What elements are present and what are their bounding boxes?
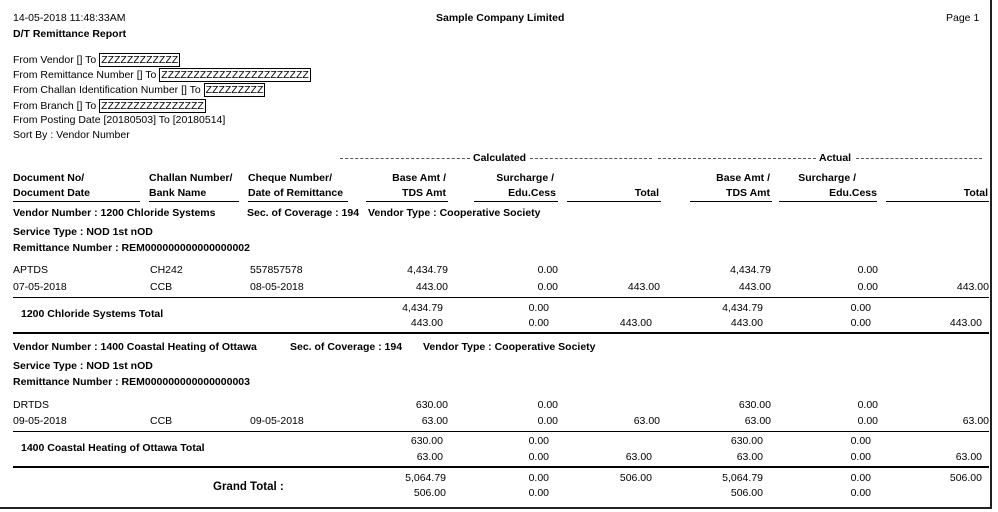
remittance-number: Remittance Number : REM000000000000000003 <box>13 376 250 388</box>
g-a-tds: 506.00 <box>730 487 763 499</box>
report-timestamp: 14-05-2018 11:48:33AM <box>13 12 126 24</box>
bank-name: CCB <box>150 415 173 427</box>
hdr-underline <box>886 201 989 202</box>
g-c-tds: 506.00 <box>413 487 446 499</box>
s-a-surcharge: 0.00 <box>850 435 871 447</box>
a-total: 443.00 <box>956 281 989 293</box>
service-type: Service Type : NOD 1st nOD <box>13 360 153 372</box>
actual-group-label: Actual <box>819 152 852 164</box>
col-a-base: Base Amt / <box>716 172 770 184</box>
subtotal-bottom-rule <box>13 332 989 334</box>
subtotal-top-rule <box>13 431 989 432</box>
filter-posting-date: From Posting Date [20180503] To [20180514] <box>13 114 226 126</box>
vendor-coverage: Sec. of Coverage : 194 <box>290 341 403 353</box>
hdr-underline <box>779 201 877 202</box>
remittance-number: Remittance Number : REM000000000000000002 <box>13 242 250 254</box>
a-base-amt: 630.00 <box>738 399 771 411</box>
company-name: Sample Company Limited <box>436 12 565 24</box>
s-c-educess: 0.00 <box>528 451 549 463</box>
a-base-amt: 4,434.79 <box>730 264 771 276</box>
c-surcharge: 0.00 <box>537 399 558 411</box>
c-base-amt: 630.00 <box>415 399 448 411</box>
doc-date: 07-05-2018 <box>13 281 67 293</box>
col-c-total: Total <box>634 187 659 199</box>
s-a-tds: 63.00 <box>736 451 763 463</box>
col-a-surcharge: Surcharge / <box>798 172 856 184</box>
g-c-surcharge: 0.00 <box>528 472 549 484</box>
subtotal-top-rule <box>13 297 989 298</box>
s-c-tds: 443.00 <box>410 317 443 329</box>
hdr-underline <box>248 201 348 202</box>
c-surcharge: 0.00 <box>537 264 558 276</box>
vendor-coverage: Sec. of Coverage : 194 <box>247 207 360 219</box>
c-total: 443.00 <box>627 281 660 293</box>
col-a-educess: Edu.Cess <box>829 187 877 199</box>
filter-challan <box>13 84 265 96</box>
c-total: 63.00 <box>633 415 660 427</box>
s-c-tds: 63.00 <box>416 451 443 463</box>
g-c-educess: 0.00 <box>528 487 549 499</box>
s-a-educess: 0.00 <box>850 451 871 463</box>
col-doc-date: Document Date <box>13 187 91 199</box>
hdr-underline <box>690 201 772 202</box>
col-challan-no: Challan Number/ <box>149 172 233 184</box>
c-base-amt: 4,434.79 <box>407 264 448 276</box>
subtotal-label: 1200 Chloride Systems Total <box>21 308 164 320</box>
subtotal-label: 1400 Coastal Heating of Ottawa Total <box>21 442 205 454</box>
filter-vendor-value: ZZZZZZZZZZZZ <box>101 54 179 66</box>
hdr-underline <box>149 201 239 202</box>
filter-challan-label: From Challan Identification Number [] To <box>13 84 204 96</box>
filter-branch <box>13 100 206 112</box>
c-educess: 0.00 <box>537 281 558 293</box>
col-c-tds: TDS Amt <box>402 187 446 199</box>
calculated-rule-right <box>530 158 652 159</box>
col-c-base: Base Amt / <box>392 172 446 184</box>
s-c-educess: 0.00 <box>528 317 549 329</box>
g-a-surcharge: 0.00 <box>850 472 871 484</box>
a-educess: 0.00 <box>857 415 878 427</box>
vendor-number: Vendor Number : 1200 Chloride Systems <box>13 207 216 219</box>
cheque-number: 557857578 <box>250 264 303 276</box>
g-a-total: 506.00 <box>949 472 982 484</box>
doc-date: 09-05-2018 <box>13 415 67 427</box>
subtotal-bottom-rule <box>13 466 989 468</box>
filter-branch-value: ZZZZZZZZZZZZZZZZ <box>101 100 204 112</box>
col-cheque-no: Cheque Number/ <box>248 172 333 184</box>
calculated-group-label: Calculated <box>473 152 527 164</box>
s-c-surcharge: 0.00 <box>528 435 549 447</box>
a-surcharge: 0.00 <box>857 264 878 276</box>
a-tds-amt: 63.00 <box>744 415 771 427</box>
hdr-underline <box>13 201 140 202</box>
vendor-type: Vendor Type : Cooperative Society <box>423 341 596 353</box>
challan-number: CH242 <box>150 264 183 276</box>
c-tds-amt: 63.00 <box>421 415 448 427</box>
col-remit-date: Date of Remittance <box>248 187 344 199</box>
report-title: D/T Remittance Report <box>13 28 127 40</box>
s-c-total: 63.00 <box>625 451 652 463</box>
col-a-total: Total <box>963 187 988 199</box>
service-type: Service Type : NOD 1st nOD <box>13 226 153 238</box>
bank-name: CCB <box>150 281 173 293</box>
a-surcharge: 0.00 <box>857 399 878 411</box>
g-a-base: 5,064.79 <box>722 472 763 484</box>
filter-challan-value: ZZZZZZZZZ <box>205 84 264 96</box>
c-tds-amt: 443.00 <box>415 281 448 293</box>
col-c-surcharge: Surcharge / <box>496 172 554 184</box>
actual-rule-right <box>856 158 982 159</box>
filter-branch-label: From Branch [] To <box>13 100 100 112</box>
doc-number: DRTDS <box>13 399 49 411</box>
c-educess: 0.00 <box>537 415 558 427</box>
hdr-underline <box>474 201 558 202</box>
col-c-educess: Edu.Cess <box>508 187 556 199</box>
col-bank-name: Bank Name <box>149 187 207 199</box>
filter-remittance <box>13 69 311 81</box>
vendor-number: Vendor Number : 1400 Coastal Heating of Ottawa <box>13 341 257 353</box>
s-a-educess: 0.00 <box>850 317 871 329</box>
s-c-base: 4,434.79 <box>402 302 443 314</box>
hdr-underline <box>567 201 661 202</box>
s-c-base: 630.00 <box>410 435 443 447</box>
doc-number: APTDS <box>13 264 49 276</box>
s-a-base: 4,434.79 <box>722 302 763 314</box>
filter-remittance-label: From Remittance Number [] To <box>13 69 160 81</box>
a-educess: 0.00 <box>857 281 878 293</box>
remit-date: 08-05-2018 <box>250 281 304 293</box>
col-doc-no: Document No/ <box>13 172 85 184</box>
s-a-total: 443.00 <box>949 317 982 329</box>
grand-total-label: Grand Total : <box>213 481 284 493</box>
s-a-total: 63.00 <box>955 451 982 463</box>
col-a-tds: TDS Amt <box>726 187 770 199</box>
s-c-surcharge: 0.00 <box>528 302 549 314</box>
vendor-type: Vendor Type : Cooperative Society <box>368 207 541 219</box>
s-a-surcharge: 0.00 <box>850 302 871 314</box>
s-a-tds: 443.00 <box>730 317 763 329</box>
filter-remittance-value: ZZZZZZZZZZZZZZZZZZZZZZZ <box>161 69 309 81</box>
g-a-educess: 0.00 <box>850 487 871 499</box>
remit-date: 09-05-2018 <box>250 415 304 427</box>
hdr-underline <box>366 201 448 202</box>
calculated-rule-left <box>340 158 470 159</box>
a-tds-amt: 443.00 <box>738 281 771 293</box>
g-c-total: 506.00 <box>619 472 652 484</box>
filter-vendor-label: From Vendor [] To <box>13 54 100 66</box>
s-a-base: 630.00 <box>730 435 763 447</box>
filter-vendor <box>13 54 180 66</box>
sort-by: Sort By : Vendor Number <box>13 129 130 141</box>
page-number: Page 1 <box>946 12 980 24</box>
g-c-base: 5,064.79 <box>405 472 446 484</box>
a-total: 63.00 <box>962 415 989 427</box>
s-c-total: 443.00 <box>619 317 652 329</box>
actual-rule-left <box>658 158 816 159</box>
